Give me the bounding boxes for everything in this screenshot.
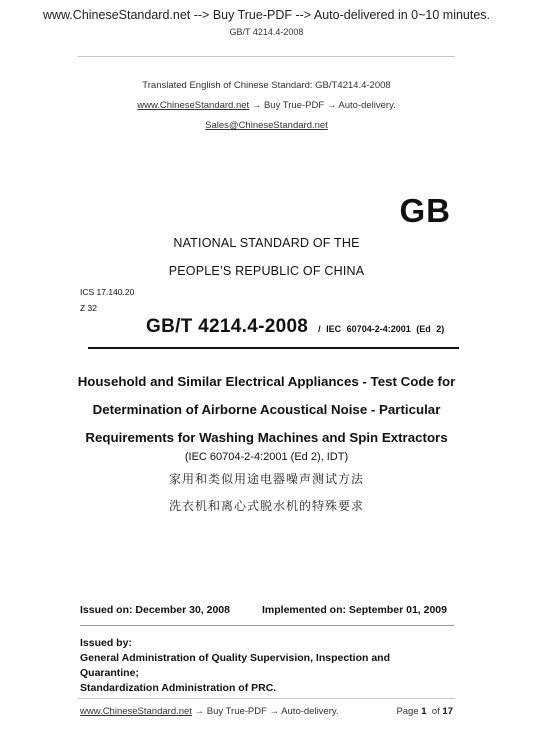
chinese-title-2: 洗衣机和离心式脱水机的特殊要求 [168,499,364,513]
standard-equivalent: / IEC 60704-2-4:2001 (Ed 2) [318,324,445,334]
page-indicator [396,706,453,717]
intro-email-line [0,120,533,131]
z-code: Z 32 [80,303,98,313]
intro-site-suffix: → Buy True-PDF → Auto-delivery. [249,100,396,111]
national-line-1: NATIONAL STANDARD OF THE [173,236,360,250]
intro-site-line [0,100,533,111]
national-line-2: PEOPLE’S REPUBLIC OF CHINA [168,264,365,278]
title-divider [88,347,459,349]
issued-by-body [80,651,480,696]
footer-site-suffix: → Buy True-PDF → Auto-delivery. [191,706,339,717]
header-divider [78,56,455,57]
footer-site-link[interactable]: www.ChineseStandard.net [80,706,192,717]
header-banner: www.ChineseStandard.net --> Buy True-PDF --> Auto-delivered in 0~10 minutes. [42,8,491,22]
intro-site-link[interactable]: www.ChineseStandard.net [137,100,250,111]
footer-site-line [80,706,339,717]
issued-by-line-2: Quarantine; [80,667,139,679]
ics-code: ICS 17.140.20 [80,287,135,297]
implemented-on: Implemented on: September 01, 2009 [262,604,447,616]
issued-by [80,636,533,696]
footer-divider [78,698,455,699]
title-line-2: Determination of Airborne Acoustical Noise - Particular [92,402,441,417]
gb-mark: GB [399,192,451,229]
standard-number [146,316,444,338]
issued-divider [80,625,454,626]
page-total: 17 [442,706,453,717]
issued-by-label: Issued by: [80,637,132,649]
idt-note: (IEC 60704-2-4:2001 (Ed 2), IDT) [184,451,349,463]
header-doc-code: GB/T 4214.4-2008 [229,27,304,37]
issued-by-line-3: Standardization Administration of PRC. [80,682,277,694]
page-number: 1 [421,706,427,717]
of-label: of [431,706,440,717]
issued-on: Issued on: December 30, 2008 [80,604,230,616]
intro-email-link[interactable]: Sales@ChineseStandard.net [205,120,328,131]
translated-note: Translated English of Chinese Standard: GB/T4214.4-2008 [142,80,391,91]
issued-by-line-1: General Administration of Quality Supervision, Inspection and [80,652,390,664]
chinese-title-1: 家用和类似用途电器噪声测试方法 [168,472,364,486]
page-label: Page [396,706,419,717]
standard-number-main: GB/T 4214.4-2008 [146,316,309,337]
title-line-3: Requirements for Washing Machines and Spin Extractors [85,430,448,445]
title-line-1: Household and Similar Electrical Appliances - Test Code for [77,374,456,389]
